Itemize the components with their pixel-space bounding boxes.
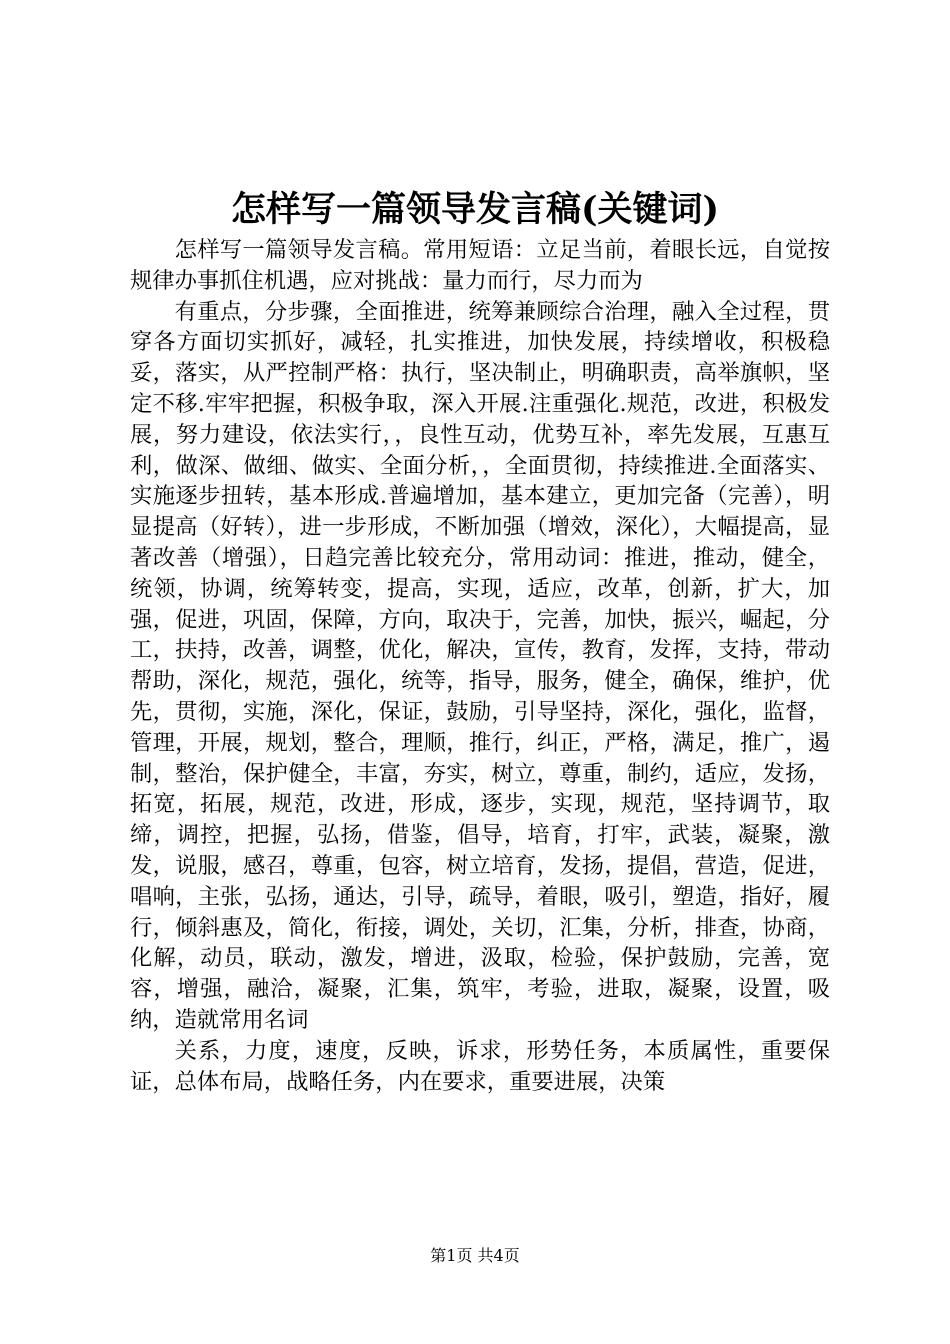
page-footer: 第1页 共4页 <box>430 1246 520 1265</box>
document-title: 怎样写一篇领导发言稿(关键词) <box>230 189 720 230</box>
paragraph-intro: 怎样写一篇领导发言稿。常用短语：立足当前，着眼长远，自觉按规律办事抓住机遇，应对挑战：量力而行，尽力而为 <box>130 237 830 294</box>
paragraph-phrases-verbs: 有重点，分步骤，全面推进，统筹兼顾综合治理，融入全过程，贯穿各方面切实抓好，减轻，扎实推进，加快发展，持续增收，积极稳妥，落实，从严控制严格：执行，坚决制止，明确职责，高举旗帜，坚定不移.牢牢把握，积极争取，深入开展.注重强化.规范，改进，积极发展，努力建设，依法实行，，良性互动，优势互补，率先发展，互惠互利，做深、做细、做实、全面分析，，全面贯彻，持续推进.全面落实、实施逐步扭转，基本形成.普遍增加，基本建立，更加完备（完善），明显提高（好转），进一步形成，不断加强（增效，深化），大幅提高，显著改善（增强），日趋完善比较充分，常用动词：推进，推动，健全，统领，协调，统筹转变，提高，实现，适应，改革，创新，扩大，加强，促进，巩固，保障，方向，取决于，完善，加快，振兴，崛起，分工，扶持，改善，调整，优化，解决，宣传，教育，发挥，支持，带动帮助，深化，规范，强化，统等，指导，服务，健全，确保，维护，优先，贯彻，实施，深化，保证，鼓励，引导坚持，深化，强化，监督，管理，开展，规划，整合，理顺，推行，纠正，严格，满足，推广，遏制，整治，保护健全，丰富，夯实，树立，尊重，制约，适应，发扬，拓宽，拓展，规范，改进，形成，逐步，实现，规范，坚持调节，取缔，调控，把握，弘扬，借鉴，倡导，培育，打牢，武装，凝聚，激发，说服，感召，尊重，包容，树立培育，发扬，提倡，营造，促进，唱响，主张，弘扬，通达，引导，疏导，着眼，吸引，塑造，指好，履行，倾斜惠及，简化，衔接，调处，关切，汇集，分析，排查，协商，化解，动员，联动，激发，增进，汲取，检验，保护鼓励，完善，宽容，增强，融洽，凝聚，汇集，筑牢，考验，进取，凝聚，设置，吸纳，造就常用名词 <box>130 298 830 1033</box>
document-body <box>130 235 830 1097</box>
paragraph-nouns: 关系，力度，速度，反映，诉求，形势任务，本质属性，重要保证，总体布局，战略任务，内在要求，重要进展，决策 <box>130 1037 830 1095</box>
